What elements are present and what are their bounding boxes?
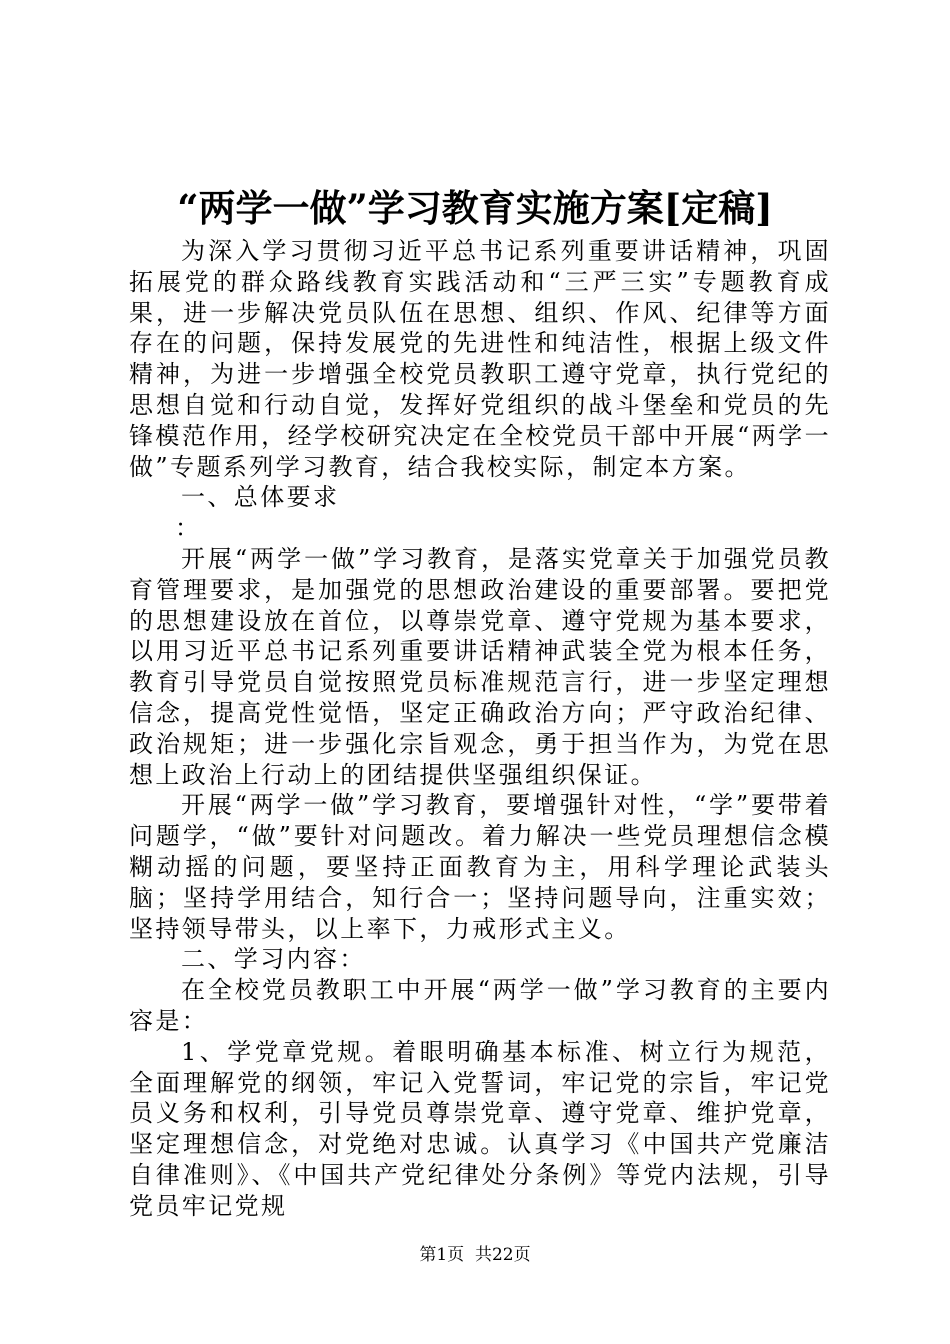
document-title: “两学一做”学习教育实施方案[定稿] — [177, 186, 773, 230]
list-item-paragraph: 1、学党章党规。着眼明确基本标准、树立行为规范，全面理解党的纲领，牢记入党誓词，牢记党的宗旨，牢记党员义务和权利，引导党员尊崇党章、遵守党章、维护党章，坚定理想信念，对党绝对忠诚。认真学习《中国共产党廉洁自律准则》、《中国共产党纪律处分条例》等党内法规，引导党员牢记党规 — [129, 1037, 831, 1220]
section-heading-study-content: 二、学习内容： — [181, 945, 366, 974]
section-heading-general-requirements: 一、总体要求 — [181, 483, 340, 512]
document-body — [129, 236, 831, 1222]
colon-line: ： — [175, 514, 199, 543]
page-number-footer: 第1页 共22页 — [419, 1245, 531, 1265]
body-paragraph: 在全校党员教职工中开展“两学一做”学习教育的主要内容是： — [129, 976, 831, 1035]
body-paragraph: 开展“两学一做”学习教育，是落实党章关于加强党员教育管理要求，是加强党的思想政治建设的重要部署。要把党的思想建设放在首位，以尊崇党章、遵守党规为基本要求，以用习近平总书记系列重要讲话精神武装全党为根本任务，教育引导党员自觉按照党员标准规范言行，进一步坚定理想信念，提高党性觉悟，坚定正确政治方向；严守政治纪律、政治规矩；进一步强化宗旨观念，勇于担当作为，为党在思想上政治上行动上的团结提供坚强组织保证。 — [129, 544, 831, 789]
intro-paragraph: 为深入学习贯彻习近平总书记系列重要讲话精神，巩固拓展党的群众路线教育实践活动和“三严三实”专题教育成果，进一步解决党员队伍在思想、组织、作风、纪律等方面存在的问题，保持发展党的先进性和纯洁性，根据上级文件精神，为进一步增强全校党员教职工遵守党章，执行党纪的思想自觉和行动自觉，发挥好党组织的战斗堡垒和党员的先锋模范作用，经学校研究决定在全校党员干部中开展“两学一做”专题系列学习教育，结合我校实际，制定本方案。 — [129, 237, 831, 481]
body-paragraph: 开展“两学一做”学习教育，要增强针对性，“学”要带着问题学，“做”要针对问题改。着力解决一些党员理想信念模糊动摇的问题，要坚持正面教育为主，用科学理论武装头脑；坚持学用结合，知行合一；坚持问题导向，注重实效；坚持领导带头，以上率下，力戒形式主义。 — [129, 791, 831, 943]
